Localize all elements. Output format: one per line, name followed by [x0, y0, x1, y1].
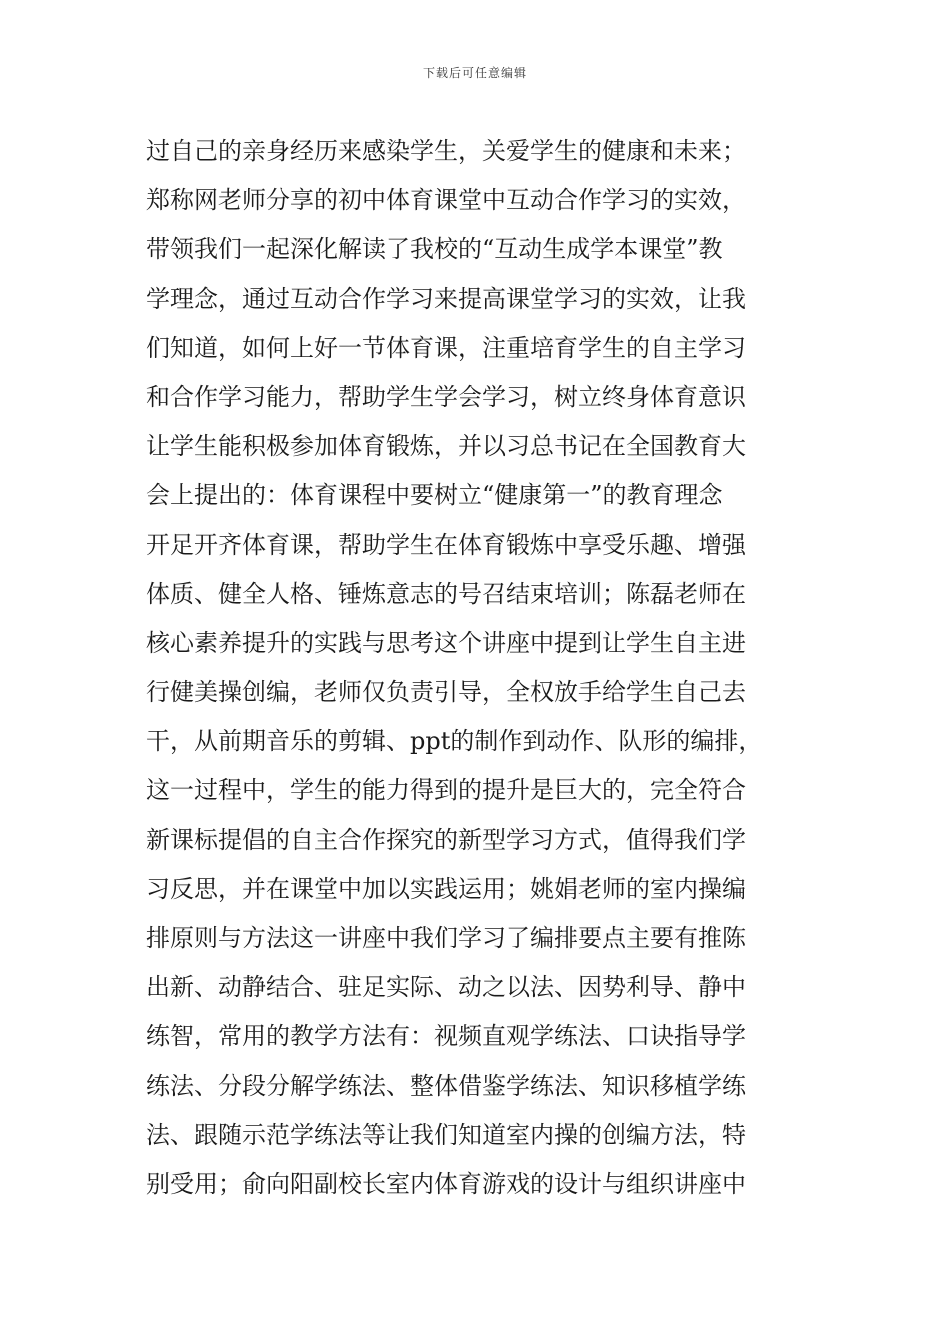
text-line: 郑称网老师分享的初中体育课堂中互动合作学习的实效， — [146, 186, 746, 215]
page-header: 下载后可任意编辑 — [422, 66, 527, 80]
text-line: 会上提出的：体育课程中要树立“健康第一”的教育理念 — [146, 481, 723, 510]
text-line: 出新、动静结合、驻足实际、动之以法、因势利导、静中 — [146, 973, 746, 1002]
text-line: 体质、健全人格、锤炼意志的号召结束培训；陈磊老师在 — [146, 579, 746, 608]
text-line: 们知道，如何上好一节体育课，注重培育学生的自主学习 — [146, 333, 746, 362]
text-line: 带领我们一起深化解读了我校的“互动生成学本课堂”教 — [146, 235, 723, 264]
text-line: 新课标提倡的自主合作探究的新型学习方式，值得我们学 — [146, 825, 746, 854]
text-line: 法、跟随示范学练法等让我们知道室内操的创编方法，特 — [146, 1120, 746, 1149]
text-line: 让学生能积极参加体育锻炼，并以习总书记在全国教育大 — [146, 432, 746, 461]
text-line: 练法、分段分解学练法、整体借鉴学练法、知识移植学练 — [146, 1071, 746, 1100]
text-line: 开足开齐体育课，帮助学生在体育锻炼中享受乐趣、增强 — [146, 530, 746, 559]
text-line: 练智，常用的教学方法有：视频直观学练法、口诀指导学 — [146, 1022, 746, 1051]
text-line: 干，从前期音乐的剪辑、ppt的制作到动作、队形的编排， — [146, 727, 763, 756]
text-line: 学理念，通过互动合作学习来提高课堂学习的实效，让我 — [146, 284, 746, 313]
text-line: 和合作学习能力，帮助学生学会学习，树立终身体育意识 — [146, 382, 746, 411]
text-line: 别受用；俞向阳副校长室内体育游戏的设计与组织讲座中 — [146, 1169, 746, 1198]
document-body — [146, 127, 826, 1209]
text-line: 习反思，并在课堂中加以实践运用；姚娟老师的室内操编 — [146, 874, 746, 903]
text-line: 这一过程中，学生的能力得到的提升是巨大的，完全符合 — [146, 776, 746, 805]
text-line: 行健美操创编，老师仅负责引导，全权放手给学生自己去 — [146, 678, 746, 707]
text-line: 核心素养提升的实践与思考这个讲座中提到让学生自主进 — [146, 628, 746, 657]
text-line: 排原则与方法这一讲座中我们学习了编排要点主要有推陈 — [146, 924, 746, 952]
text-line: 过自己的亲身经历来感染学生，关爱学生的健康和未来； — [146, 137, 746, 165]
